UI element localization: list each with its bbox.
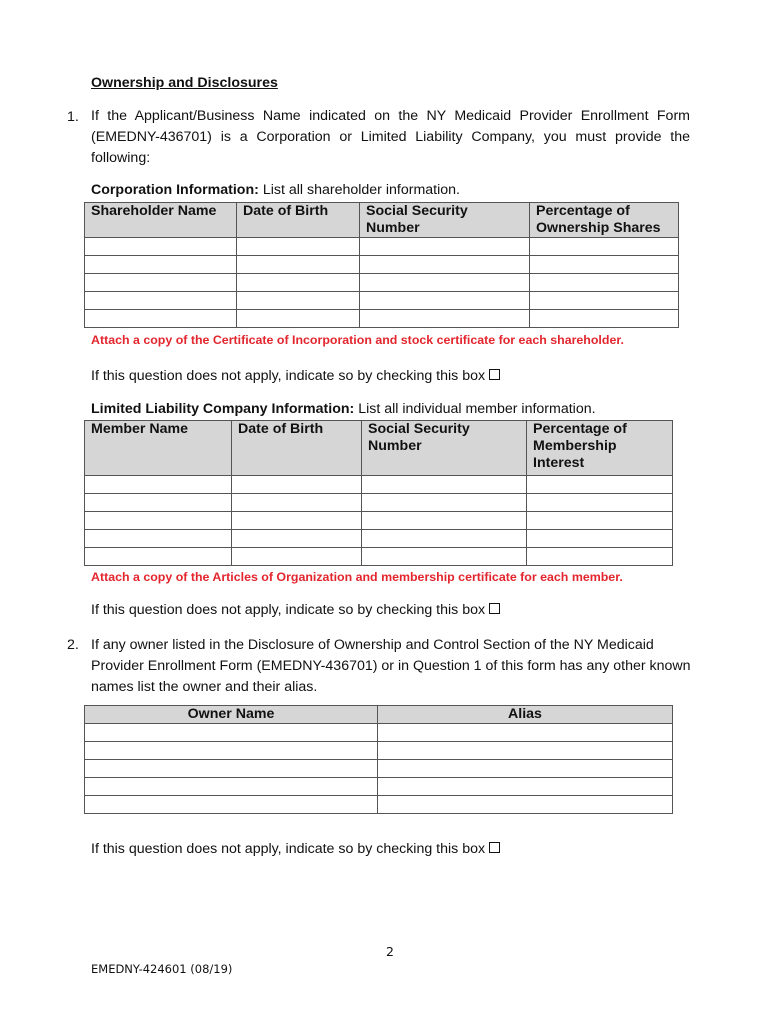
page-number: 2 xyxy=(386,944,394,959)
table-cell[interactable] xyxy=(530,256,679,274)
table-cell[interactable] xyxy=(530,238,679,256)
table-row xyxy=(85,724,673,742)
llc-instruction: List all individual member information. xyxy=(354,401,596,417)
table-cell[interactable] xyxy=(85,796,378,814)
table-row xyxy=(85,778,673,796)
table-cell[interactable] xyxy=(527,494,673,512)
table-cell[interactable] xyxy=(378,742,673,760)
table-cell[interactable] xyxy=(530,310,679,328)
table-cell[interactable] xyxy=(360,238,530,256)
table-cell[interactable] xyxy=(85,548,232,566)
column-header: Shareholder Name xyxy=(85,203,237,238)
column-header: Social Security Number xyxy=(362,421,527,476)
column-header: Date of Birth xyxy=(237,203,360,238)
llc-info-label xyxy=(91,401,596,417)
table-cell[interactable] xyxy=(85,310,237,328)
question-2-number: 2. xyxy=(67,637,79,653)
table-cell[interactable] xyxy=(85,742,378,760)
table-cell[interactable] xyxy=(530,274,679,292)
table-row xyxy=(85,512,673,530)
corporation-instruction: List all shareholder information. xyxy=(258,182,460,198)
column-header: Percentage of Ownership Shares xyxy=(530,203,679,238)
form-footer: EMEDNY-424601 (08/19) xyxy=(91,962,233,976)
table-cell[interactable] xyxy=(237,292,360,310)
table-cell[interactable] xyxy=(232,476,362,494)
table-row xyxy=(85,796,673,814)
table-row xyxy=(85,310,679,328)
table-cell[interactable] xyxy=(232,494,362,512)
table-cell[interactable] xyxy=(85,238,237,256)
table-row xyxy=(85,476,673,494)
table-cell[interactable] xyxy=(362,476,527,494)
table-row xyxy=(85,530,673,548)
llc-not-apply-text: If this question does not apply, indicate so by checking this box xyxy=(91,602,486,618)
column-header: Percentage of Membership Interest xyxy=(527,421,673,476)
table-cell[interactable] xyxy=(360,292,530,310)
table-cell[interactable] xyxy=(362,548,527,566)
table-row xyxy=(85,494,673,512)
table-header-row xyxy=(85,706,673,724)
table-cell[interactable] xyxy=(237,310,360,328)
table-cell[interactable] xyxy=(378,796,673,814)
table-cell[interactable] xyxy=(85,256,237,274)
llc-label: Limited Liability Company Information: xyxy=(91,401,355,417)
table-header-row xyxy=(85,203,679,238)
llc-warning: Attach a copy of the Articles of Organization and membership certificate for each member. xyxy=(91,570,623,584)
corporation-table xyxy=(84,202,679,328)
corporation-warning: Attach a copy of the Certificate of Incorporation and stock certificate for each shareholder. xyxy=(91,333,624,347)
llc-table xyxy=(84,420,673,566)
table-cell[interactable] xyxy=(85,724,378,742)
alias-not-apply-text: If this question does not apply, indicate so by checking this box xyxy=(91,841,486,857)
page-heading: Ownership and Disclosures xyxy=(91,75,278,91)
table-cell[interactable] xyxy=(85,292,237,310)
table-cell[interactable] xyxy=(85,494,232,512)
table-cell[interactable] xyxy=(378,778,673,796)
alias-not-apply-line xyxy=(91,841,500,857)
table-cell[interactable] xyxy=(362,512,527,530)
table-cell[interactable] xyxy=(527,476,673,494)
table-row xyxy=(85,292,679,310)
table-cell[interactable] xyxy=(85,760,378,778)
table-cell[interactable] xyxy=(530,292,679,310)
table-cell[interactable] xyxy=(527,512,673,530)
alias-not-apply-checkbox[interactable] xyxy=(489,842,500,853)
table-cell[interactable] xyxy=(362,530,527,548)
llc-not-apply-checkbox[interactable] xyxy=(489,603,500,614)
table-cell[interactable] xyxy=(232,548,362,566)
table-cell[interactable] xyxy=(232,530,362,548)
question-1-text: If the Applicant/Business Name indicated on the NY Medicaid Provider Enrollment Form (EMEDNY-436701) is a Corporation or Limited Liability Company, you must provide the following: xyxy=(91,108,690,166)
table-cell[interactable] xyxy=(237,256,360,274)
table-cell[interactable] xyxy=(360,310,530,328)
table-header-row xyxy=(85,421,673,476)
table-row xyxy=(85,274,679,292)
column-header: Alias xyxy=(378,706,673,724)
table-cell[interactable] xyxy=(85,530,232,548)
table-row xyxy=(85,256,679,274)
table-cell[interactable] xyxy=(527,530,673,548)
corporation-label: Corporation Information: xyxy=(91,182,259,198)
table-cell[interactable] xyxy=(85,778,378,796)
column-header: Owner Name xyxy=(85,706,378,724)
column-header: Member Name xyxy=(85,421,232,476)
table-row xyxy=(85,548,673,566)
table-row xyxy=(85,238,679,256)
corporation-not-apply-checkbox[interactable] xyxy=(489,369,500,380)
table-cell[interactable] xyxy=(362,494,527,512)
question-2-text: If any owner listed in the Disclosure of Ownership and Control Section of the NY Medicaid Provider Enrollment Form (EMEDNY-436701) or in Question 1 of this form has any other known names list the owner and their alias. xyxy=(91,637,691,695)
table-cell[interactable] xyxy=(232,512,362,530)
table-cell[interactable] xyxy=(527,548,673,566)
corporation-not-apply-text: If this question does not apply, indicate so by checking this box xyxy=(91,368,486,384)
llc-not-apply-line xyxy=(91,602,500,618)
table-cell[interactable] xyxy=(378,724,673,742)
table-cell[interactable] xyxy=(237,238,360,256)
table-cell[interactable] xyxy=(360,256,530,274)
table-cell[interactable] xyxy=(85,274,237,292)
table-cell[interactable] xyxy=(85,476,232,494)
table-cell[interactable] xyxy=(237,274,360,292)
table-row xyxy=(85,760,673,778)
question-1-number: 1. xyxy=(67,109,79,125)
alias-table xyxy=(84,705,673,814)
table-cell[interactable] xyxy=(360,274,530,292)
table-row xyxy=(85,742,673,760)
table-cell[interactable] xyxy=(378,760,673,778)
column-header: Date of Birth xyxy=(232,421,362,476)
corporation-not-apply-line xyxy=(91,368,500,384)
table-cell[interactable] xyxy=(85,512,232,530)
corporation-info-label xyxy=(91,182,460,198)
column-header: Social Security Number xyxy=(360,203,530,238)
